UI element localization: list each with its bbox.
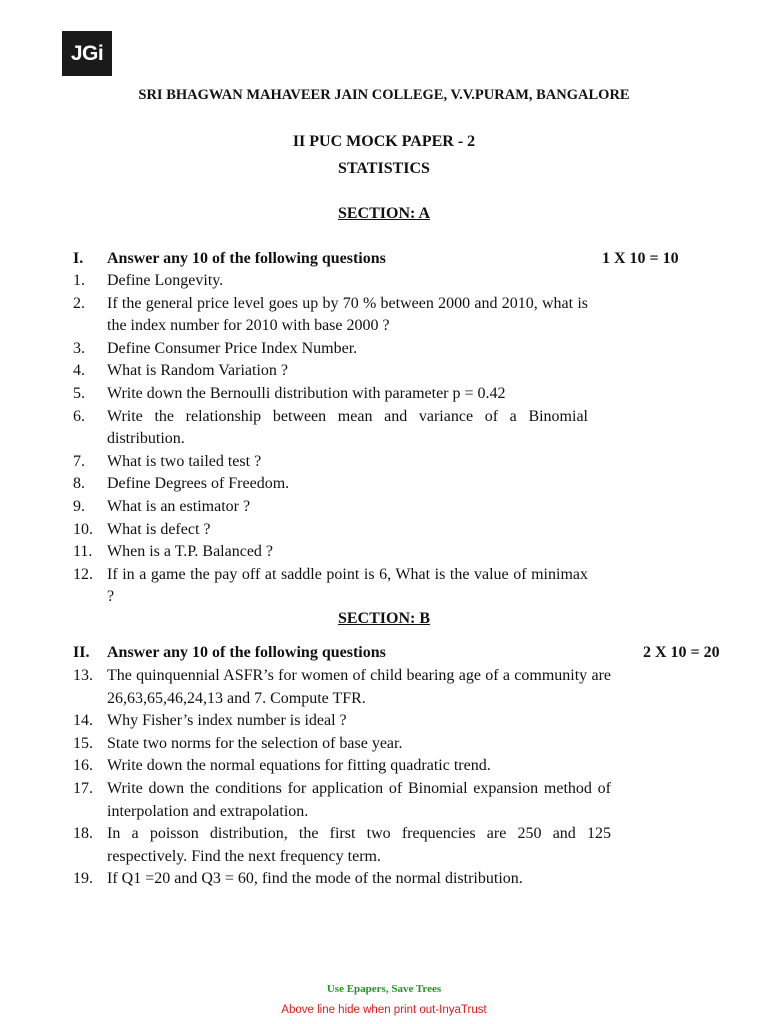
list-item <box>73 665 611 710</box>
question-text: What is two tailed test ? <box>107 452 262 470</box>
list-item <box>73 541 588 564</box>
list-item <box>73 293 588 338</box>
question-text: Write down the normal equations for fitting quadratic trend. <box>107 757 491 775</box>
list-item <box>73 473 588 496</box>
question-number: 7. <box>73 452 85 470</box>
question-number: 13. <box>73 667 93 684</box>
section-a-roman: I. <box>73 250 84 267</box>
question-text: What is defect ? <box>107 520 211 538</box>
section-b-roman: II. <box>73 644 90 661</box>
list-item <box>73 823 611 868</box>
question-text: When is a T.P. Balanced ? <box>107 543 274 561</box>
question-number: 9. <box>73 497 85 515</box>
question-number: 1. <box>73 272 85 289</box>
list-item <box>73 519 588 542</box>
section-a-title: SECTION: A <box>337 205 431 222</box>
question-number: 12. <box>73 565 93 583</box>
question-text: Write the relationship between mean and variance of a Binomial distribution. <box>107 407 588 448</box>
list-item <box>73 868 611 891</box>
list-item <box>73 451 588 474</box>
list-item <box>73 360 588 383</box>
question-text: Write down the conditions for application of Binomial expansion method of interpolation and extrapolation. <box>107 779 611 820</box>
question-text: Why Fisher’s index number is ideal ? <box>107 712 347 730</box>
question-number: 8. <box>73 475 85 493</box>
question-number: 5. <box>73 384 85 402</box>
question-number: 3. <box>73 339 85 357</box>
footer-print-note: Above line hide when print out-InyaTrust <box>281 1004 487 1016</box>
question-text: What is Random Variation ? <box>107 362 288 380</box>
list-item <box>73 270 588 293</box>
question-number: 11. <box>73 543 93 561</box>
section-b-instruction: Answer any 10 of the following questions <box>107 644 386 661</box>
subject-title: STATISTICS <box>338 160 430 177</box>
list-item <box>73 496 588 519</box>
question-number: 18. <box>73 825 93 843</box>
question-text: The quinquennial ASFR’s for women of child bearing age of a community are 26,63,65,46,24,13 and 7. Compute TFR. <box>107 667 611 707</box>
section-b-instruction-row <box>73 644 386 662</box>
list-item <box>73 383 588 406</box>
question-text: If the general price level goes up by 70 % between 2000 and 2010, what is the index number for 2010 with base 2000 ? <box>107 294 588 335</box>
question-text: What is an estimator ? <box>107 497 251 515</box>
question-number: 4. <box>73 362 85 380</box>
section-b-question-list <box>73 665 611 891</box>
list-item <box>73 755 611 778</box>
question-number: 19. <box>73 870 93 888</box>
section-a-marks: 1 X 10 = 10 <box>602 250 679 267</box>
question-text: Define Longevity. <box>107 272 224 289</box>
section-a-question-list <box>73 270 588 609</box>
question-number: 14. <box>73 712 93 730</box>
college-logo <box>62 31 112 76</box>
section-a-instruction: Answer any 10 of the following questions <box>107 250 386 267</box>
section-b-marks: 2 X 10 = 20 <box>643 644 720 661</box>
question-text: Define Consumer Price Index Number. <box>107 339 358 357</box>
question-text: If Q1 =20 and Q3 = 60, find the mode of the normal distribution. <box>107 870 523 888</box>
question-text: If in a game the pay off at saddle point is 6, What is the value of minimax ? <box>107 565 588 606</box>
college-name: SRI BHAGWAN MAHAVEER JAIN COLLEGE, V.V.PURAM, BANGALORE <box>138 87 630 103</box>
question-number: 2. <box>73 294 85 312</box>
list-item <box>73 338 588 361</box>
question-number: 17. <box>73 779 93 797</box>
list-item <box>73 710 611 733</box>
question-text: Define Degrees of Freedom. <box>107 475 290 493</box>
question-text: State two norms for the selection of base year. <box>107 734 403 752</box>
section-b-title: SECTION: B <box>337 610 431 627</box>
logo-text: JGi <box>70 41 104 65</box>
paper-title: II PUC MOCK PAPER - 2 <box>292 133 476 150</box>
question-text: Write down the Bernoulli distribution with parameter p = 0.42 <box>107 384 506 402</box>
question-number: 16. <box>73 757 93 775</box>
footer-epapers-note: Use Epapers, Save Trees <box>326 983 442 995</box>
section-a-heading <box>0 205 768 223</box>
question-number: 10. <box>73 520 93 538</box>
question-number: 6. <box>73 407 85 425</box>
section-a-instruction-row <box>73 250 386 268</box>
list-item <box>73 733 611 756</box>
section-b-heading <box>0 610 768 628</box>
list-item <box>73 564 588 609</box>
list-item <box>73 406 588 451</box>
list-item <box>73 778 611 823</box>
question-text: In a poisson distribution, the first two frequencies are 250 and 125 respectively. Find the next frequency term. <box>107 825 611 865</box>
question-number: 15. <box>73 734 93 752</box>
